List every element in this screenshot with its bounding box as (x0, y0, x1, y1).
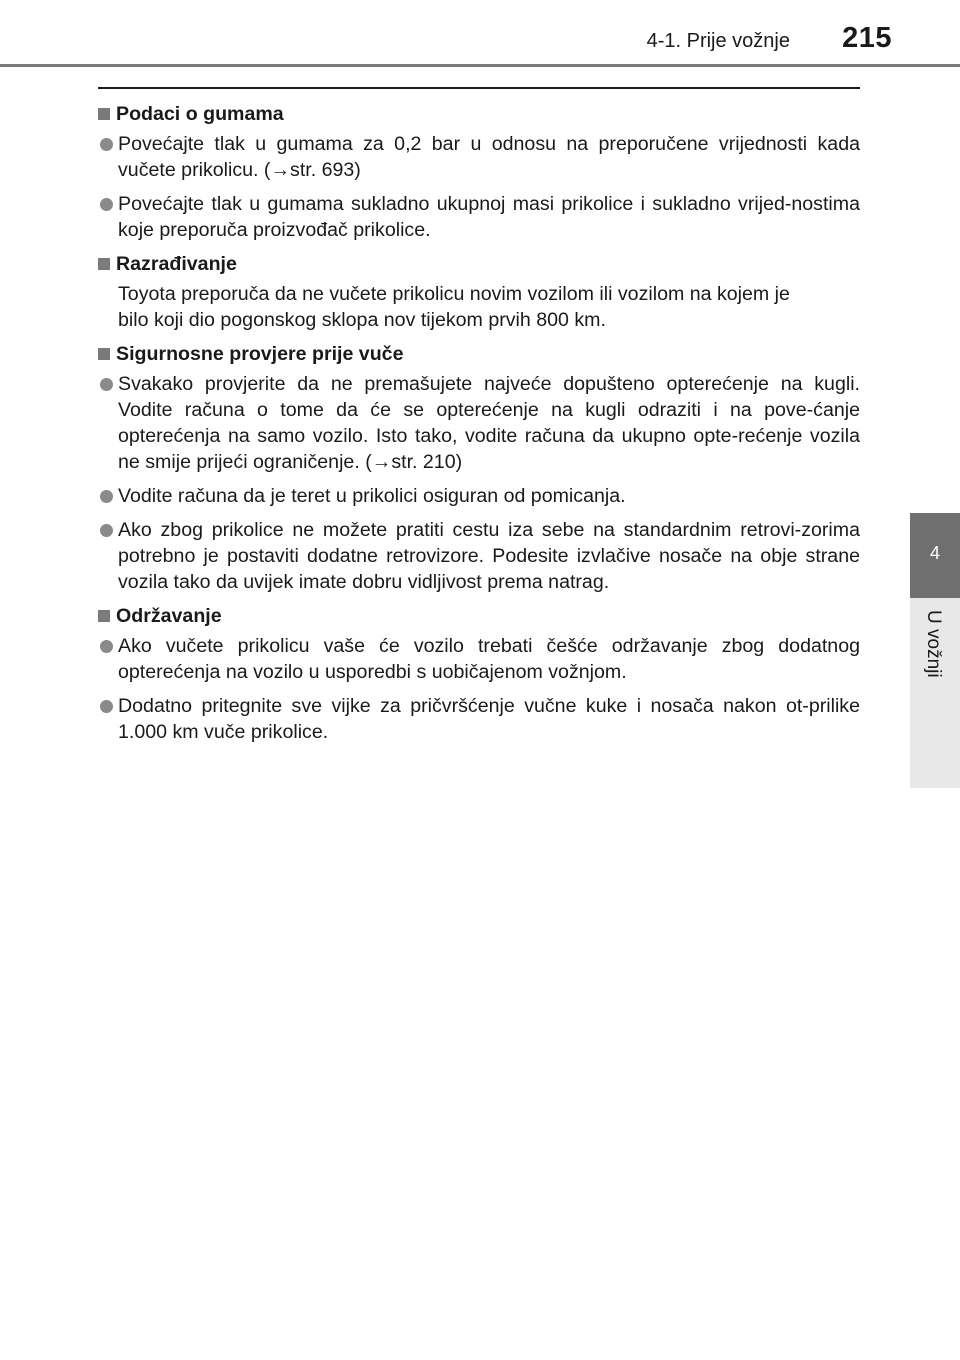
page-number: 215 (842, 22, 892, 54)
square-bullet-icon (98, 108, 110, 120)
list-item (98, 517, 860, 595)
section-heading (98, 101, 860, 127)
page-header (0, 0, 960, 70)
section-heading (98, 341, 860, 367)
list-item-text: Povećajte tlak u gumama za 0,2 bar u odnosu na preporučene vrijednosti kada vučete prikolicu. (→str. 693) (118, 133, 860, 181)
section-heading-text: Podaci o gumama (116, 103, 284, 125)
list-item (98, 191, 860, 243)
circle-bullet-icon (100, 198, 113, 211)
chapter-label: U vožnji (923, 610, 944, 678)
circle-bullet-icon (100, 640, 113, 653)
list-item (98, 371, 860, 475)
square-bullet-icon (98, 258, 110, 270)
chapter-tab[interactable] (910, 513, 960, 599)
circle-bullet-icon (100, 378, 113, 391)
paragraph (98, 281, 860, 333)
list-item-text: Ako vučete prikolicu vaše će vozilo trebati češće održavanje zbog dodatnog opterećenja na vozilo u usporedbi s uobičajenom vožnjom. (118, 635, 860, 683)
page-content (98, 95, 860, 753)
list-item (98, 633, 860, 685)
section-heading (98, 603, 860, 629)
circle-bullet-icon (100, 524, 113, 537)
list-item-text: Ako zbog prikolice ne možete pratiti cestu iza sebe na standardnim retrovi-zorima potrebno je postaviti dodatne retrovizore. Podesite izvlačive nosače na obje strane vozila tako da uvijek imate dobru vidljivost prema natrag. (118, 519, 860, 593)
paragraph-line: Toyota preporuča da ne vučete prikolicu novim vozilom ili vozilom na kojem je (118, 283, 790, 305)
list-item-text: Dodatno pritegnite sve vijke za pričvršćenje vučne kuke i nosača nakon ot-prilike 1.000 km vuče prikolice. (118, 695, 860, 743)
square-bullet-icon (98, 348, 110, 360)
list-item (98, 693, 860, 745)
section-heading-text: Održavanje (116, 605, 222, 627)
content-divider (98, 87, 860, 89)
list-item-text: Povećajte tlak u gumama sukladno ukupnoj masi prikolice i sukladno vrijed-nostima koje preporuča proizvođač prikolice. (118, 193, 860, 241)
circle-bullet-icon (100, 138, 113, 151)
section-heading-text: Razrađivanje (116, 253, 237, 275)
list-item-text: Vodite računa da je teret u prikolici osiguran od pomicanja. (118, 485, 626, 507)
list-item (98, 131, 860, 183)
section-title: 4-1. Prije vožnje (646, 30, 790, 52)
square-bullet-icon (98, 610, 110, 622)
list-item (98, 483, 860, 509)
header-divider (0, 64, 960, 67)
chapter-number: 4 (929, 543, 940, 563)
chapter-label-strip (910, 598, 960, 788)
circle-bullet-icon (100, 490, 113, 503)
section-heading-text: Sigurnosne provjere prije vuče (116, 343, 404, 365)
circle-bullet-icon (100, 700, 113, 713)
list-item-text: Svakako provjerite da ne premašujete najveće dopušteno opterećenje na kugli. Vodite računa o tome da će se opterećenje na kugli odraziti i na pove-ćanje opterećenja na samo vozilo. Isto tako, vodite računa da ukupno opte-rećenje vozila ne smije prijeći ograničenje. (→str. 210) (118, 373, 860, 473)
section-heading (98, 251, 860, 277)
paragraph-line: bilo koji dio pogonskog sklopa nov tijekom prvih 800 km. (118, 309, 606, 331)
